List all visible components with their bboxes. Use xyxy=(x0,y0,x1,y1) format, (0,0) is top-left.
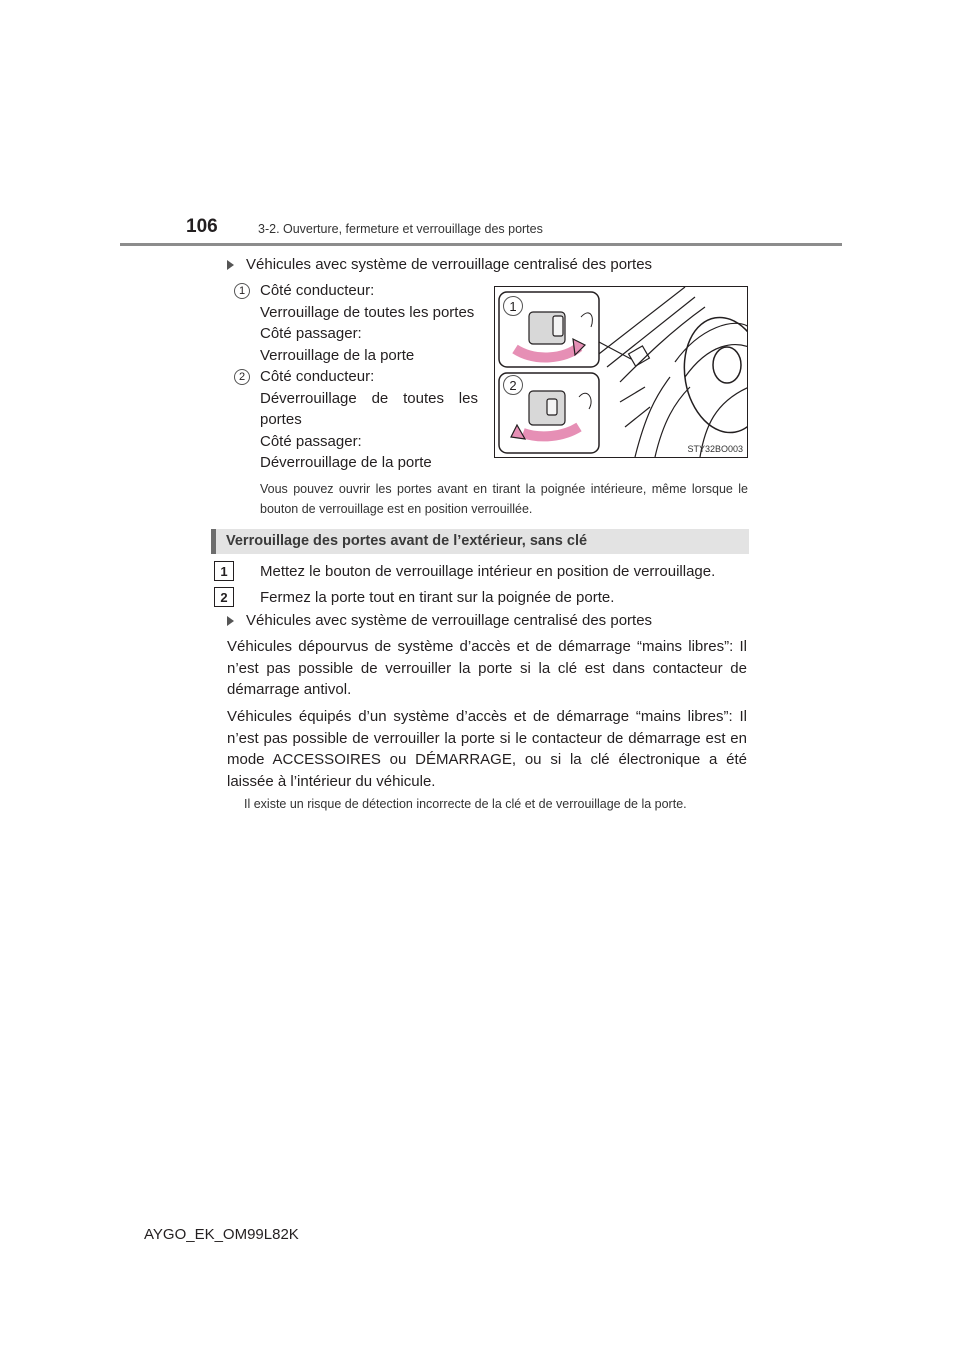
paragraph-keyless-absent: Véhicules dépourvus de système d’accès et de démarrage “mains libres”: Il n’est pas possible de verrouiller la porte si la clé est dans contacteur de démarrage antivol. xyxy=(227,638,747,698)
section-header-bar xyxy=(211,529,749,554)
triangle-bullet-icon xyxy=(227,260,234,270)
item-1-line: Côté passager: xyxy=(260,325,362,342)
figure-callout-2: 2 xyxy=(503,375,523,395)
item-1-line: Verrouillage de la porte xyxy=(260,346,415,364)
triangle-bullet-icon xyxy=(227,616,234,626)
small-note: Vous pouvez ouvrir les portes avant en tirant la poignée intérieure, même lorsque le bouton de verrouillage est en position verrouillée. xyxy=(260,482,748,516)
item-1-text xyxy=(260,280,478,366)
item-2-line: Déverrouillage de toutes les xyxy=(260,389,478,407)
document-code: AYGO_EK_OM99L82K xyxy=(144,1226,299,1243)
item-2-line: Déverrouillage de la porte xyxy=(260,454,432,471)
illustration-drawing xyxy=(495,287,748,458)
section-title: Verrouillage des portes avant de l’extérieur, sans clé xyxy=(226,533,588,549)
section-reference: 3-2. Ouverture, fermeture et verrouillage des portes xyxy=(258,222,543,236)
item-1-line: Verrouillage de toutes les portes xyxy=(260,303,475,321)
page-number: 106 xyxy=(186,216,218,237)
item-1-line: Côté conducteur: xyxy=(260,282,375,299)
warning-note: Il existe un risque de détection incorrecte de la clé et de verrouillage de la porte. xyxy=(244,797,687,811)
item-2-line: Côté conducteur: xyxy=(260,368,375,385)
item-2-line: Côté passager: xyxy=(260,432,362,450)
step-1-text: Mettez le bouton de verrouillage intérieur en position de verrouillage. xyxy=(260,563,716,580)
central-locking-bullet xyxy=(227,612,652,629)
callout-number-1: 1 xyxy=(234,283,250,299)
central-locking-heading xyxy=(227,256,652,273)
paragraph-keyless-equipped: Véhicules équipés d’un système d’accès et de démarrage “mains libres”: Il n’est pas possible de verrouiller la porte si le contacteur de démarrage est en mode ACCESSOIRES ou DÉMARRAGE, ou si la clé électronique a été laissée à l’intérieur du véhicule. xyxy=(227,708,747,790)
bullet-text: Véhicules avec système de verrouillage centralisé des portes xyxy=(246,612,653,629)
heading-text: Véhicules avec système de verrouillage centralisé des portes xyxy=(246,256,653,273)
header-divider xyxy=(120,243,842,246)
figure-code: STY32BO003 xyxy=(687,444,743,454)
figure-callout-1: 1 xyxy=(503,296,523,316)
door-lock-switch-illustration xyxy=(494,286,748,458)
step-2-text: Fermez la porte tout en tirant sur la poignée de porte. xyxy=(260,589,615,606)
callout-number-2: 2 xyxy=(234,369,250,385)
item-2-line: portes xyxy=(260,411,302,428)
item-2-text xyxy=(260,366,478,474)
step-number-1: 1 xyxy=(214,561,234,581)
step-number-2: 2 xyxy=(214,587,234,607)
